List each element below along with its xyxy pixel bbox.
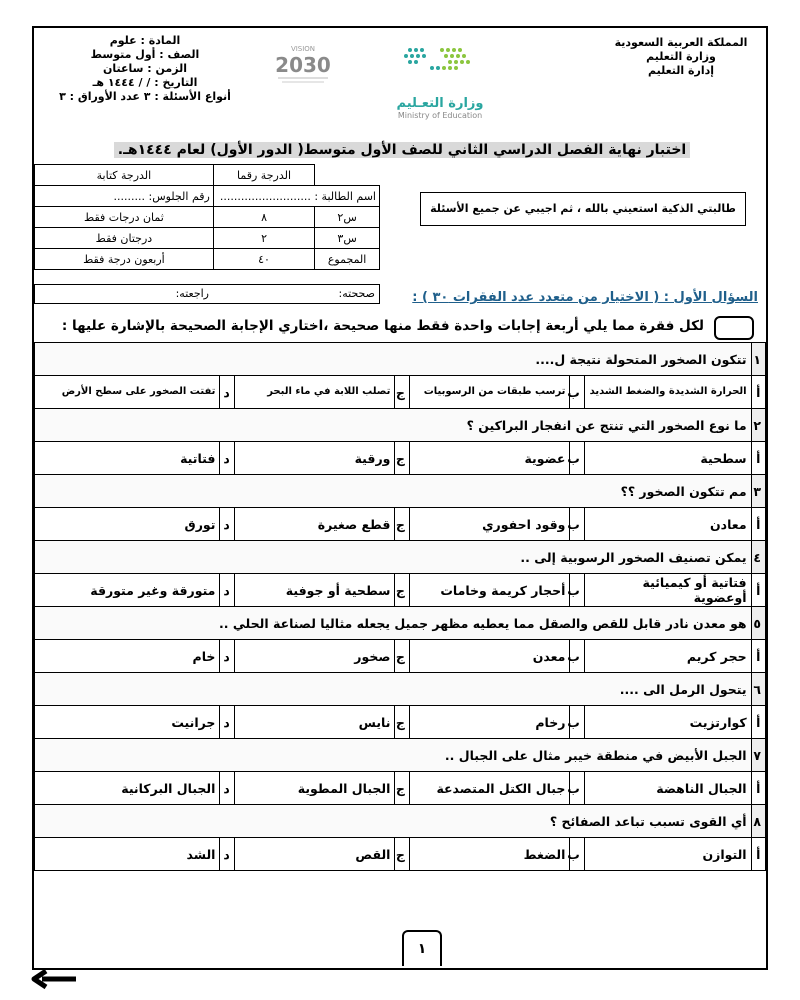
answer-option[interactable]: نايس: [234, 706, 395, 739]
instruction-line: [34, 314, 770, 342]
option-letter: ج: [395, 772, 409, 805]
answer-option[interactable]: خام: [35, 640, 220, 673]
answer-option[interactable]: جبال الكتل المتصدعة: [409, 772, 570, 805]
duration-line: الزمن : ساعتان: [103, 62, 187, 75]
question-stem: ما نوع الصخور التي تنتج عن انفجار البراكين ؟: [35, 409, 752, 442]
answer-option[interactable]: متورقة وغير متورقة: [35, 574, 220, 607]
grade-row-q: المجموع: [315, 249, 380, 270]
grades-table: [34, 164, 380, 270]
vision-label: VISION: [290, 45, 316, 53]
question-stem-row: [35, 805, 766, 838]
answer-option[interactable]: معادن: [584, 508, 751, 541]
header-numeric: الدرجة رقما: [213, 165, 314, 186]
exam-title: [34, 142, 770, 164]
answer-option[interactable]: صخور: [234, 640, 395, 673]
option-letter: ب: [570, 706, 584, 739]
questions-table: [34, 342, 766, 871]
option-letter: ب: [570, 640, 584, 673]
option-letter: د: [220, 508, 234, 541]
option-letter: أ: [751, 574, 765, 607]
options-row: [35, 772, 766, 805]
answer-option[interactable]: الجبال الناهضة: [584, 772, 751, 805]
answer-option[interactable]: رخام: [409, 706, 570, 739]
option-letter: ب: [570, 508, 584, 541]
option-letter: ج: [395, 376, 409, 409]
option-letter: ب: [570, 574, 584, 607]
question-number: ٧: [751, 739, 765, 772]
ministry-block: [606, 36, 756, 78]
option-letter: ب: [570, 838, 584, 871]
options-row: [35, 838, 766, 871]
option-letter: ج: [395, 574, 409, 607]
question-stem: يتحول الرمل الى ....: [35, 673, 752, 706]
options-row: [35, 508, 766, 541]
option-letter: د: [220, 772, 234, 805]
option-letter: أ: [751, 376, 765, 409]
answer-option[interactable]: سطحية: [584, 442, 751, 475]
answer-option[interactable]: فتاتية: [35, 442, 220, 475]
turn-page-arrow-icon: [30, 968, 80, 990]
answer-option[interactable]: تفتت الصخور على سطح الأرض: [35, 376, 220, 409]
subject-line: المادة : علوم: [109, 34, 181, 47]
answer-option[interactable]: التوازن: [584, 838, 751, 871]
question-types-line: أنواع الأسئلة : ٣ عدد الأوراق : ٣: [59, 90, 231, 103]
page-number: ١: [402, 930, 442, 966]
option-letter: أ: [751, 838, 765, 871]
question-stem-row: [35, 475, 766, 508]
vision-year: 2030: [275, 53, 331, 77]
question-number: ٤: [751, 541, 765, 574]
vision-2030-logo: [268, 42, 338, 86]
option-letter: د: [220, 376, 234, 409]
question-number: ٦: [751, 673, 765, 706]
student-name-label: اسم الطالبة :: [314, 189, 376, 203]
header-written: الدرجة كتابة: [35, 165, 214, 186]
option-letter: ب: [570, 442, 584, 475]
question-stem-row: [35, 607, 766, 640]
answer-option[interactable]: القص: [234, 838, 395, 871]
grade-row-words: أربعون درجة فقط: [35, 249, 214, 270]
question-stem: هو معدن نادر قابل للقص والصقل مما يعطيه مظهر جميل يجعله مثاليا لصناعة الحلي ..: [35, 607, 752, 640]
grade-row-q: س٢: [315, 207, 380, 228]
options-row: [35, 706, 766, 739]
options-row: [35, 574, 766, 607]
grade-row-words: ثمان درجات فقط: [35, 207, 214, 228]
department-line: إدارة التعليم: [647, 64, 715, 77]
instructions-note: طالبتي الذكية استعيني بالله ، ثم اجيبي عن جميع الأسئلة: [420, 192, 746, 226]
seat-number-field[interactable]: رقم الجلوس: .........: [35, 186, 214, 207]
answer-option[interactable]: كوارتزيت: [584, 706, 751, 739]
answer-option[interactable]: الضغط: [409, 838, 570, 871]
grade-row-num: ٤٠: [213, 249, 314, 270]
option-letter: ب: [570, 376, 584, 409]
option-letter: د: [220, 640, 234, 673]
ministry-name-en: Ministry of Education: [397, 111, 483, 120]
exam-info-block: [40, 34, 250, 104]
grade-row-q: س٣: [315, 228, 380, 249]
option-letter: د: [220, 706, 234, 739]
option-letter: ج: [395, 442, 409, 475]
option-letter: ج: [395, 706, 409, 739]
question-number: ٨: [751, 805, 765, 838]
question-number: ١: [751, 343, 765, 376]
ministry-logo: [380, 42, 500, 122]
question-number: ٢: [751, 409, 765, 442]
question-number: ٣: [751, 475, 765, 508]
question-stem-row: [35, 409, 766, 442]
exam-page: [32, 26, 768, 970]
ministry-name-ar: وزارة التعـليم: [396, 96, 484, 111]
answer-option[interactable]: الشد: [35, 838, 220, 871]
student-name-dots: ..........................: [219, 189, 311, 203]
student-name-field[interactable]: [213, 186, 379, 207]
answer-option[interactable]: الجبال البركانية: [35, 772, 220, 805]
options-row: [35, 640, 766, 673]
option-letter: أ: [751, 706, 765, 739]
answer-option[interactable]: معدن: [409, 640, 570, 673]
reviewer-label: راجعته:: [175, 287, 209, 300]
answer-option[interactable]: الجبال المطوية: [234, 772, 395, 805]
option-letter: أ: [751, 508, 765, 541]
options-row: [35, 376, 766, 409]
question-stem-row: [35, 673, 766, 706]
answer-option[interactable]: أحجار كريمة وخامات: [409, 574, 570, 607]
question-stem: يمكن تصنيف الصخور الرسوبية إلى ..: [35, 541, 752, 574]
answer-option[interactable]: تصلب اللابة في ماء البحر: [234, 376, 395, 409]
grade-row-num: ٨: [213, 207, 314, 228]
ministry-emblem-icon: [380, 42, 500, 92]
answer-option[interactable]: جرانيت: [35, 706, 220, 739]
question-stem: الجبل الأبيض في منطقة خيبر مثال على الجبال ..: [35, 739, 752, 772]
grade-row-words: درجتان فقط: [35, 228, 214, 249]
option-letter: ج: [395, 640, 409, 673]
answer-option[interactable]: ترسب طبقات من الرسوبيات: [409, 376, 570, 409]
option-letter: أ: [751, 640, 765, 673]
question-stem: أي القوى تسبب تباعد الصفائح ؟: [35, 805, 752, 838]
option-letter: د: [220, 838, 234, 871]
option-letter: ج: [395, 508, 409, 541]
question-stem-row: [35, 343, 766, 376]
grade-row-num: ٢: [213, 228, 314, 249]
answer-option[interactable]: وقود احفوري: [409, 508, 570, 541]
date-line: التاريخ : / / ١٤٤٤ هـ: [92, 76, 198, 89]
answer-option[interactable]: فتاتية أو كيميائية أوعضوية: [584, 574, 751, 607]
question-stem: تتكون الصخور المتحولة نتيجة ل....: [35, 343, 752, 376]
answer-option[interactable]: تورق: [35, 508, 220, 541]
question-stem: مم تتكون الصخور ؟؟: [35, 475, 752, 508]
signature-row: [34, 284, 380, 304]
corrector-label: صححته:: [338, 287, 375, 300]
answer-option[interactable]: قطع صغيرة: [234, 508, 395, 541]
option-letter: ج: [395, 838, 409, 871]
answer-option[interactable]: الحرارة الشديدة والضغط الشديد: [584, 376, 751, 409]
question-one-heading: السؤال الأول : ( الاختيار من متعدد عدد الفقرات ٣٠ ) :: [412, 290, 758, 305]
grade-line: الصف : أول متوسط: [90, 48, 200, 61]
answer-option[interactable]: عضوية: [409, 442, 570, 475]
question-number: ٥: [751, 607, 765, 640]
question-stem-row: [35, 541, 766, 574]
options-row: [35, 442, 766, 475]
answer-option[interactable]: حجر كريم: [584, 640, 751, 673]
instruction-text: لكل فقرة مما يلي أربعة إجابات واحدة فقط منها صحيحة ،اختاري الإجابة الصحيحة بالإشارة عليها :: [61, 318, 704, 334]
option-letter: ب: [570, 772, 584, 805]
option-letter: د: [220, 574, 234, 607]
answer-option[interactable]: سطحية أو جوفية: [234, 574, 395, 607]
exam-title-text: اختبار نهاية الفصل الدراسي الثاني للصف الأول متوسط( الدور الأول) لعام ١٤٤٤هـ.: [114, 142, 690, 158]
option-letter: د: [220, 442, 234, 475]
answer-option[interactable]: ورقية: [234, 442, 395, 475]
kingdom-line: المملكة العربية السعودية: [614, 36, 748, 49]
option-letter: أ: [751, 442, 765, 475]
question-stem-row: [35, 739, 766, 772]
option-letter: أ: [751, 772, 765, 805]
ministry-line: وزارة التعليم: [646, 50, 716, 63]
